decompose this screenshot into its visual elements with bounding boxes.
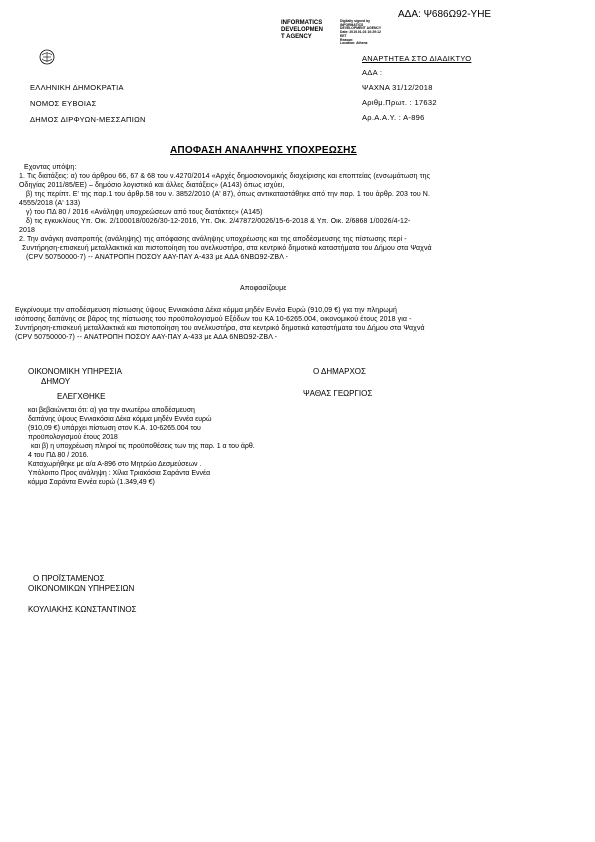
head-of-services: [28, 574, 134, 594]
signer-line: T AGENCY: [281, 34, 312, 40]
signature-block: [281, 20, 323, 41]
reference-line: ΨΑΧΝΑ 31/12/2018: [362, 83, 433, 92]
signature-details: [340, 20, 381, 46]
reference-header: [362, 67, 437, 123]
issuer-line: ΕΛΛΗΝΙΚΗ ΔΗΜΟΚΡΑΤΙΑ: [30, 83, 124, 92]
certification-line: δαπάνης ύψους Εννιακόσια Δέκα κόμμα μηδέν Εννέα ευρώ: [28, 416, 212, 423]
head-title-line: Ο ΠΡΟΪΣΤΑΜΕΝΟΣ: [33, 574, 105, 583]
consideration-line: (CPV 50750000-7) -- ΑΝΑΤΡΟΠΗ ΠΟΣΟΥ ΑΑΥ-ΠΑΥ Α-433 με ΑΔΑ 6ΝΒΩ92-ΖΒΛ -: [26, 254, 289, 261]
signature-detail: Date: 2019.01.03 10:29:12: [340, 30, 381, 35]
consideration-line: γ) του ΠΔ 80 / 2016 «Ανάληψη υποχρεώσεων από τους διατάκτες» (Α145): [26, 209, 263, 216]
consideration-line: 4555/2018 (Α' 133): [19, 200, 81, 207]
reference-line: Αρ.Α.Α.Υ. : Α-896: [362, 113, 425, 122]
consideration-line: 2018: [19, 227, 35, 234]
decision-line: Εγκρίνουμε την αποδέσμευση πίστωσης ύψους Εννιακόσια Δέκα κόμμα μηδέν Εννέα Ευρώ (910,09 €) για την πληρωμή: [15, 307, 397, 314]
greek-emblem-icon: [38, 48, 56, 66]
service-label: [28, 367, 122, 387]
signature-detail: Location: Athens: [340, 41, 368, 46]
service-line: ΟΙΚΟΝΟΜΙΚΗ ΥΠΗΡΕΣΙΑ: [28, 367, 122, 376]
consideration-line: 2. Την ανάγκη αναπροπής (ανάληψης) της απόφασης ανάληψης υποχρέωσης και της αποδέσμευσης της πίστωσης περί -: [19, 236, 407, 243]
issuer-line: ΝΟΜΟΣ ΕΥΒΟΙΑΣ: [30, 99, 97, 108]
decision-line: ισόποσης δαπάνης σε βάρος της πίστωσης του προϋπολογισμού Εξόδων του ΚΑ 10-6265.004, οικονομικού έτους 2018 για -: [15, 316, 412, 323]
consideration-line: δ) τις εγκυκλίους Υπ. Οικ. 2/100018/0026/30-12-2016, Υπ. Οικ. 2/47872/0026/15-6-2018 & Υπ. Οικ. 2/6868 1/0026/4-12-: [26, 218, 411, 225]
decision-line: Συντήρηση-επισκευή μεταλλακτικά και πιστοποίηση του ανελκυστήρα, στα κεντρικό δημοτικά καταστήματα του Δήμου στα Ψαχνά: [15, 325, 425, 332]
decision-line: (CPV 50750000-7) -- ΑΝΑΤΡΟΠΗ ΠΟΣΟΥ ΑΑΥ-ΠΑΥ Α-433 με ΑΔΑ 6ΝΒΩ92-ΖΒΛ -: [15, 334, 278, 341]
certification-line: και β) η υποχρέωση πληροί τις προϋποθέσεις των της παρ. 1 α του άρθ.: [31, 443, 255, 450]
head-name: ΚΟΥΛΙΑΚΗΣ ΚΩΝΣΤΑΝΤΙΝΟΣ: [28, 605, 137, 614]
checked-label: ΕΛΕΓΧΘΗΚΕ: [57, 392, 106, 401]
certification-line: 4 του ΠΔ 80 / 2016.: [28, 452, 89, 459]
top-ada: ΑΔΑ: Ψ686Ω92-ΥΗΕ: [398, 9, 492, 20]
certification-line: (910,09 €) υπάρχει πίστωση στον Κ.Α. 10-6265.004 του: [28, 425, 201, 432]
reference-line: Αριθμ.Πρωτ. : 17632: [362, 98, 437, 107]
certification-section: [28, 406, 255, 487]
signer-line: DEVELOPMEN: [281, 27, 324, 33]
certification-line: και βεβαιώνεται ότι: α) για την ανωτέρω αποδέσμευση: [28, 407, 195, 414]
certification-line: κόμμα Σαράντα Εννέα ευρώ (1.349,49 €): [28, 479, 155, 486]
consideration-line: Οδηγίας 2011/85/ΕΕ) – δημόσιο λογιστικό και άλλες διατάξεις» (Α143) όπως ισχύει,: [19, 182, 285, 189]
consideration-line: β) της περίπτ. Ε' της παρ.1 του άρθρ.58 του ν. 3852/2010 (Α' 87), όπως αντικαταστάθηκε από την παρ. 1 του άρθρ. 203 του Ν.: [26, 191, 430, 198]
service-line: ΔΗΜΟΥ: [41, 377, 71, 386]
consideration-line: Συντήρηση-επισκευή μεταλλακτικά και πιστοποίηση του ανελκυστήρα, στα κεντρικό δημοτικά καταστήματα του Δήμου στα Ψαχνά: [22, 245, 432, 252]
certification-line: Υπόλοιπο Προς ανάληψη : Χίλια Τριακόσια Σαράντα Εννέα: [28, 470, 211, 477]
signature-detail: Reason:: [340, 37, 354, 42]
issuer-line: ΔΗΜΟΣ ΔΙΡΦΥΩΝ-ΜΕΣΣΑΠΙΩΝ: [30, 115, 146, 124]
signature-detail: Digitally signed by: [340, 19, 370, 23]
reference-line: ΑΔΑ :: [362, 68, 383, 77]
mayor-title: Ο ΔΗΜΑΡΧΟΣ: [313, 367, 366, 376]
certification-line: προϋπολογισμού έτους 2018: [28, 434, 118, 441]
signature-detail: EET: [340, 33, 347, 38]
publish-note: ΑΝΑΡΤΗΤΕΑ ΣΤΟ ΔΙΑΔΙΚΤΥΟ: [362, 54, 472, 63]
head-title-line: ΟΙΚΟΝΟΜΙΚΩΝ ΥΠΗΡΕΣΙΩΝ: [28, 584, 135, 593]
signature-detail: INFORMATICS: [340, 22, 364, 27]
issuer-header: [30, 82, 146, 125]
considerations-section: [19, 163, 432, 262]
certification-line: Καταχωρήθηκε με α/α Α-896 στο Μητρώο Δεσμεύσεων .: [28, 461, 202, 468]
document-title: ΑΠΟΦΑΣΗ ΑΝΑΛΗΨΗΣ ΥΠΟΧΡΕΩΣΗΣ: [170, 145, 357, 156]
consideration-line: 1. Τις διατάξεις: α) του άρθρου 66, 67 & 68 του ν.4270/2014 «Αρχές δημοσιονομικής διαχείρισης και εποπτείας (ενσωμάτωση της: [19, 173, 431, 180]
decide-heading: Αποφασίζουμε: [240, 285, 287, 292]
signature-detail: DEVELOPMENT AGENCY: [340, 26, 382, 31]
signer-line: INFORMATICS: [281, 20, 323, 26]
mayor-name: ΨΑΘΑΣ ΓΕΩΡΓΙΟΣ: [303, 389, 373, 398]
consideration-line: Εχοντας υπόψη:: [24, 164, 77, 171]
decision-section: [15, 306, 425, 342]
